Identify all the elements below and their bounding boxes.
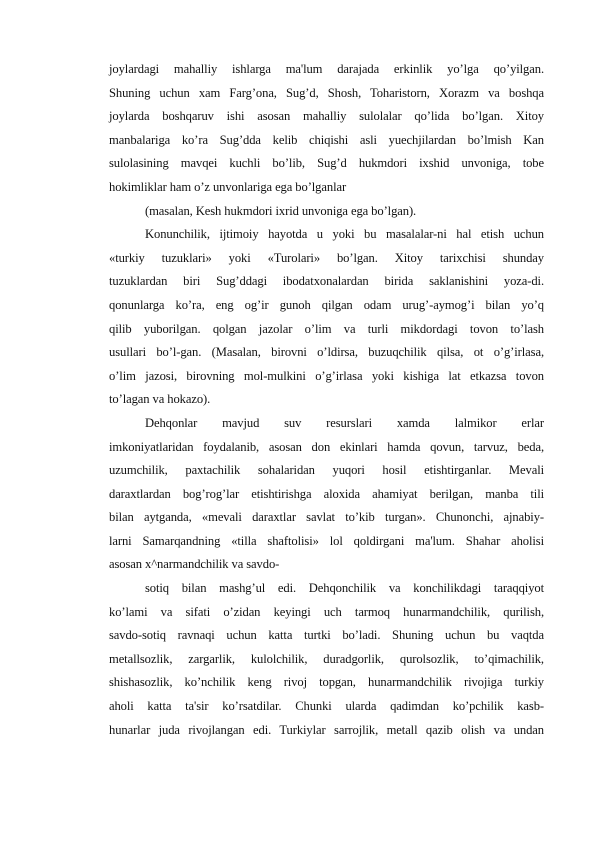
text-line: daraxtlardan bog’rog’lar etishtirishga aloxida ahamiyat berilgan, manba tili (109, 486, 544, 501)
text-line: savdo-sotiq ravnaqi uchun katta turtki bo’ladi. Shuning uchun bu vaqtda (109, 628, 544, 643)
text-line: Shuning uchun xam Farg’ona, Sug’d, Shosh, Toharistorn, Xorazm va boshqa (109, 85, 544, 100)
text-line: qonunlarga ko’ra, eng og’ir gunoh qilgan odam urug’-aymog’i bilan yo’q (109, 297, 544, 312)
text-line: sulolasining mavqei kuchli bo’lib, Sug’d hukmdori ixshid unvoniga, tobe (109, 156, 544, 171)
text-line: uzumchilik, paxtachilik sohalaridan yuqori hosil etishtirganlar. Mevali (109, 463, 544, 478)
text-line: imkoniyatlaridan foydalanib, asosan don ekinlari hamda qovun, tarvuz, beda, (109, 439, 544, 454)
text-line: to’lagan va hokazo). (109, 392, 211, 407)
text-line: qilib yuborilgan. qolgan jazolar o’lim va turli mikdordagi tovon to’lash (109, 321, 544, 336)
text-line: shishasozlik, ko’nchilik keng rivoj topgan, hunarmandchilik rivojiga turkiy (109, 675, 544, 690)
text-line: aholi katta ta'sir ko’rsatdilar. Chunki ularda qadimdan ko’pchilik kasb- (109, 699, 544, 714)
text-line: Dehqonlar mavjud suv resurslari xamda lalmikor erlar (145, 415, 544, 430)
body-text (109, 58, 544, 742)
text-line: «turkiy tuzuklari» yoki «Turolari» bo’lgan. Xitoy tarixchisi shunday (109, 250, 544, 265)
text-line: manbalariga ko’ra Sug’dda kelib chiqishi asli yuechjilardan bo’lmish Kan (109, 132, 544, 147)
text-line: larni Samarqandning «tilla shaftolisi» lol qoldirgani ma'lum. Shahar aholisi (109, 533, 544, 548)
text-line: metallsozlik, zargarlik, kulolchilik, duradgorlik, qurolsozlik, to’qimachilik, (109, 651, 544, 666)
text-line: joylarda boshqaruv ishi asosan mahalliy sulolalar qo’lida bo’lgan. Xitoy (109, 109, 544, 124)
text-line: o’lim jazosi, birovning mol-mulkini o’g’irlasa yoki kishiga lat etkazsa tovon (109, 368, 544, 383)
text-line: hokimliklar ham o’z unvonlariga ega bo’lganlar (109, 179, 347, 194)
text-line: (masalan, Kesh hukmdori ixrid unvoniga ega bo’lgan). (145, 203, 417, 218)
text-line: tuzuklardan biri Sug’ddagi ibodatxonalardan birida saklanishini yoza-di. (109, 274, 544, 289)
text-line: joylardagi mahalliy ishlarga ma'lum darajada erkinlik yo’lga qo’yilgan. (109, 62, 544, 76)
text-line: hunarlar juda rivojlangan edi. Turkiylar sarrojlik, metall qazib olish va undan (109, 722, 544, 737)
text-line: asosan x^narmandchilik va savdo- (109, 557, 280, 572)
text-line: Konunchilik, ijtimoiy hayotda u yoki bu masalalar-ni hal etish uchun (145, 227, 544, 242)
text-line: bilan aytganda, «mevali daraxtlar savlat to’kib turgan». Chunonchi, ajnabiy- (109, 510, 544, 525)
text-line: usullari bo’l-gan. (Masalan, birovni o’ldirsa, buzuqchilik qilsa, ot o’g’irlasa, (109, 345, 544, 360)
text-line: sotiq bilan mashg’ul edi. Dehqonchilik va konchilikdagi taraqqiyot (145, 581, 544, 596)
text-line: ko’lami va sifati o’zidan keyingi uch tarmoq hunarmandchilik, qurilish, (109, 604, 544, 619)
